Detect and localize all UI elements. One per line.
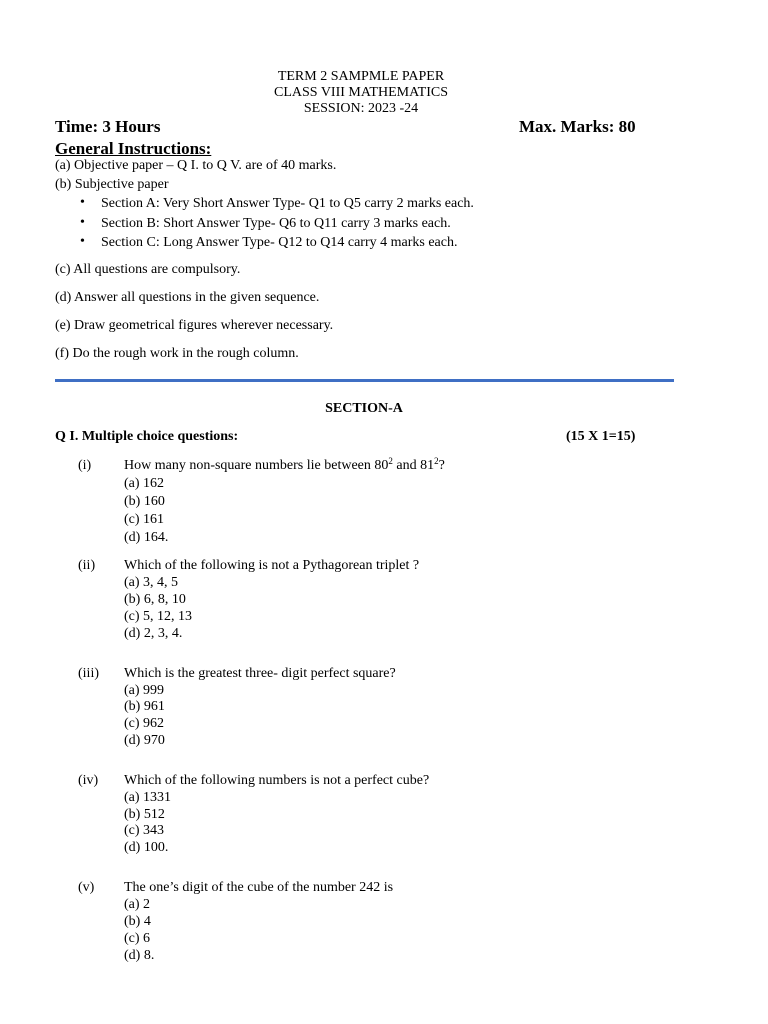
instruction-e: (e) Draw geometrical figures wherever necessary. <box>55 318 334 333</box>
question-text: Which of the following numbers is not a perfect cube? <box>124 773 430 788</box>
instruction-f: (f) Do the rough work in the rough column. <box>55 346 299 361</box>
option: (c) 6 <box>124 931 151 946</box>
question-number: (i) <box>78 458 92 473</box>
question-text: How many non-square numbers lie between $80^2$ and $81^2$? <box>124 456 445 473</box>
option: (d) 8. <box>124 948 155 963</box>
bullet-icon: • <box>80 195 85 210</box>
option: (d) 2, 3, 4. <box>124 626 183 641</box>
option: (a) 2 <box>124 897 151 912</box>
divider-rule <box>55 379 674 382</box>
bullet-icon: • <box>80 234 85 249</box>
option: (c) 161 <box>124 512 165 527</box>
option: (b) 961 <box>124 699 165 714</box>
session-title: SESSION: 2023 -24 <box>303 101 419 116</box>
option: (c) 5, 12, 13 <box>124 609 193 624</box>
instructions-title: General Instructions: <box>55 139 212 158</box>
bullet-icon: • <box>80 215 85 230</box>
question-text: Which of the following is not a Pythagorean triplet ? <box>124 558 420 573</box>
option: (a) 162 <box>124 476 165 491</box>
option: (a) 1331 <box>124 790 172 805</box>
option: (b) 6, 8, 10 <box>124 592 186 607</box>
option: (a) 999 <box>124 683 165 698</box>
option: (d) 164. <box>124 530 169 545</box>
time-label: Time: 3 Hours <box>55 117 161 136</box>
question-number: (ii) <box>78 558 96 573</box>
question-text: Which is the greatest three- digit perfect square? <box>124 666 396 681</box>
instruction-bullet: Section A: Very Short Answer Type- Q1 to Q5 carry 2 marks each. <box>101 196 474 211</box>
question-text: The one’s digit of the cube of the number 242 is <box>124 880 394 895</box>
class-title: CLASS VIII MATHEMATICS <box>274 85 448 100</box>
question-number: (iii) <box>78 666 99 681</box>
question-heading: Q I. Multiple choice questions: <box>55 429 239 444</box>
option: (c) 343 <box>124 823 165 838</box>
max-marks-label: Max. Marks: 80 <box>519 117 636 136</box>
option: (b) 4 <box>124 914 151 929</box>
instruction-d: (d) Answer all questions in the given sequence. <box>55 290 320 305</box>
instruction-bullet: Section B: Short Answer Type- Q6 to Q11 carry 3 marks each. <box>101 216 451 231</box>
option: (d) 100. <box>124 840 169 855</box>
instruction-b: (b) Subjective paper <box>55 177 169 192</box>
question-marks: (15 X 1=15) <box>566 429 636 444</box>
question-number: (iv) <box>78 773 99 788</box>
option: (b) 512 <box>124 807 165 822</box>
paper-title: TERM 2 SAMPMLE PAPER <box>277 69 445 84</box>
option: (b) 160 <box>124 494 165 509</box>
option: (a) 3, 4, 5 <box>124 575 179 590</box>
question-number: (v) <box>78 880 95 895</box>
option: (c) 962 <box>124 716 165 731</box>
instruction-c: (c) All questions are compulsory. <box>55 262 241 277</box>
option: (d) 970 <box>124 733 165 748</box>
instruction-a: (a) Objective paper – Q I. to Q V. are of 40 marks. <box>55 158 337 173</box>
instruction-bullet: Section C: Long Answer Type- Q12 to Q14 carry 4 marks each. <box>101 235 458 250</box>
section-title: SECTION-A <box>325 401 403 416</box>
